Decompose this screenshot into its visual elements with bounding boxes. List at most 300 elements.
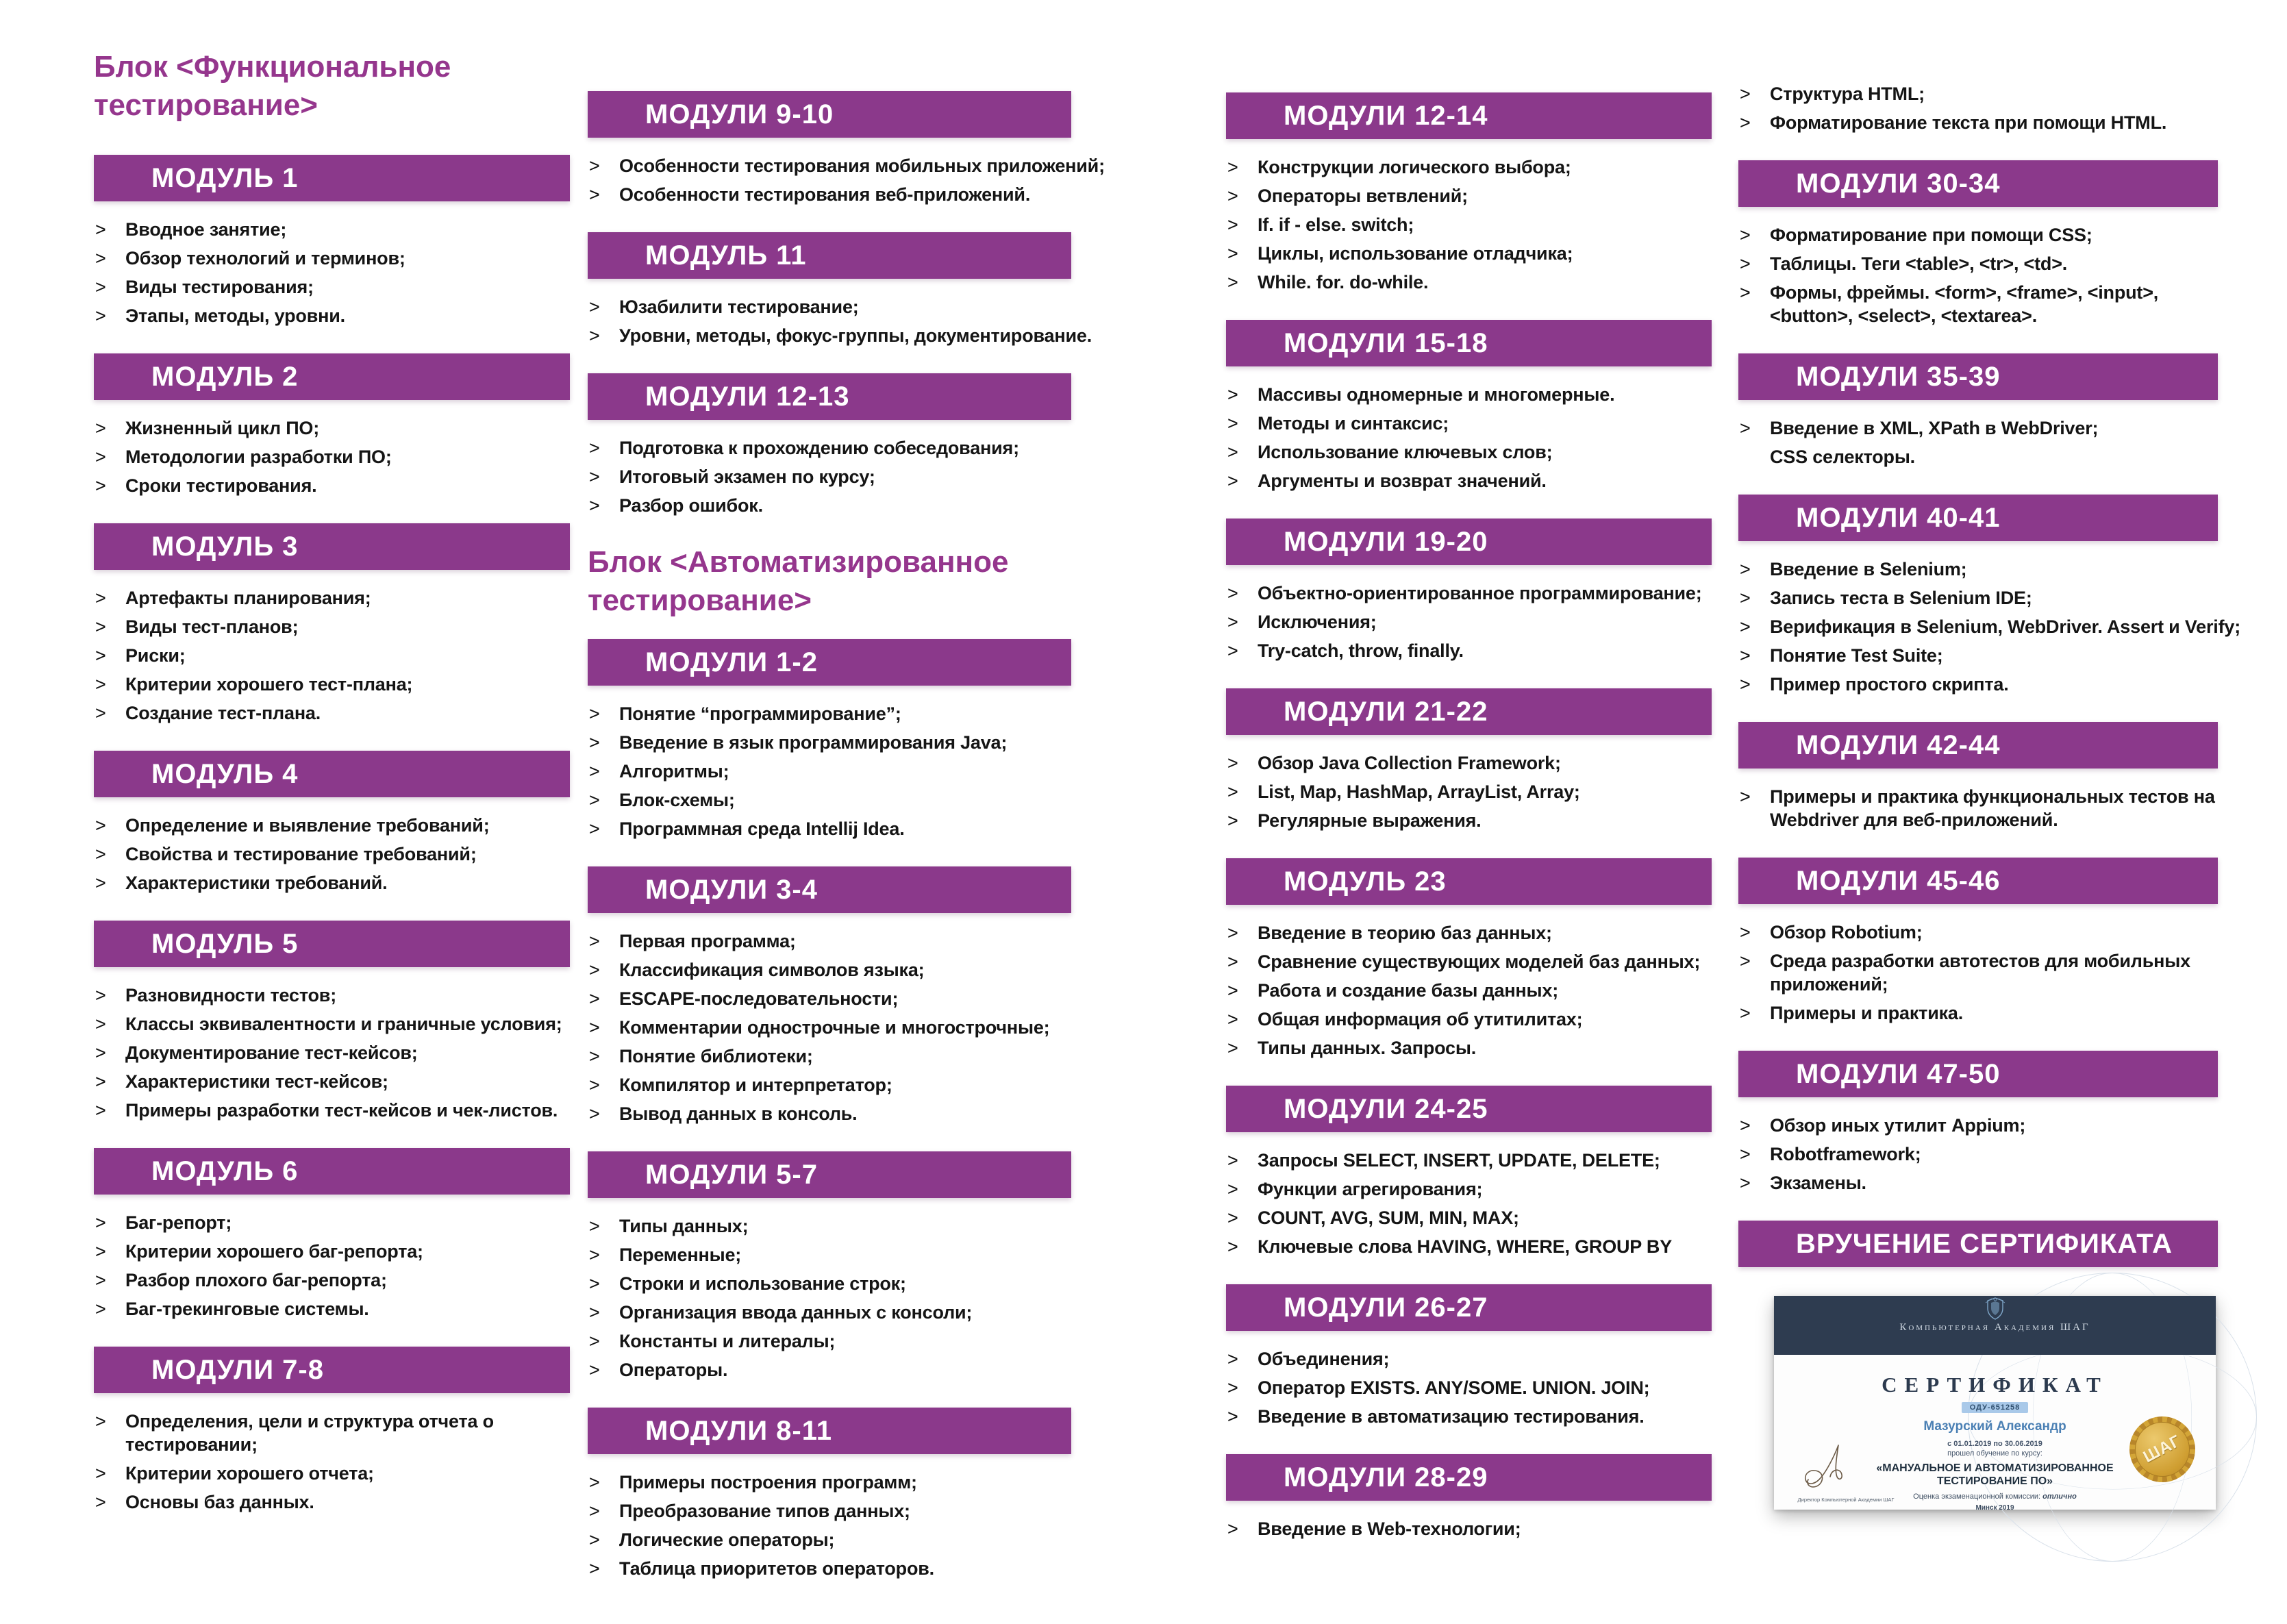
module-header-label: МОДУЛИ 35-39 xyxy=(1796,361,2001,392)
chevron-bullet-icon: > xyxy=(1227,951,1238,972)
module-section xyxy=(94,1148,570,1326)
module-item xyxy=(588,987,1071,1016)
module-item xyxy=(588,183,1071,212)
module-item-text: Уровни, методы, фокус-группы, документирование. xyxy=(619,325,1092,346)
module-header-label: МОДУЛИ 21-22 xyxy=(1284,696,1488,727)
module-item-list xyxy=(1226,383,1712,498)
module-item-text: Особенности тестирования веб-приложений. xyxy=(619,184,1031,205)
chevron-bullet-icon: > xyxy=(95,1241,106,1262)
module-item xyxy=(1738,111,2218,140)
module-item xyxy=(94,1297,570,1326)
module-header xyxy=(1226,320,1712,366)
module-section xyxy=(94,155,570,333)
module-item-text: Разновидности тестов; xyxy=(125,985,336,1005)
module-item xyxy=(1738,416,2218,445)
module-item-text: Типы данных; xyxy=(619,1216,749,1236)
chevron-bullet-icon: > xyxy=(589,1245,600,1265)
module-item xyxy=(94,275,570,304)
module-section xyxy=(1226,688,1712,838)
module-item-text: Массивы одномерные и многомерные. xyxy=(1258,384,1615,405)
module-item-list xyxy=(1738,223,2218,333)
module-item xyxy=(588,295,1071,324)
certificate-body xyxy=(1774,1355,2216,1510)
module-item xyxy=(1738,615,2241,644)
module-item xyxy=(588,1102,1071,1131)
module-item xyxy=(94,1012,570,1041)
module-item-text: Пример простого скрипта. xyxy=(1770,674,2009,695)
module-item-text: Конструкции логического выбора; xyxy=(1258,157,1571,177)
module-item-text: Примеры построения программ; xyxy=(619,1472,917,1492)
module-header xyxy=(1738,858,2218,904)
module-item xyxy=(1226,271,1712,299)
chevron-bullet-icon: > xyxy=(589,1216,600,1236)
module-header xyxy=(1226,1086,1712,1132)
certificate-course-title: «МАНУАЛЬНОЕ И АВТОМАТИЗИРОВАННОЕ ТЕСТИРОВАНИЕ ПО» xyxy=(1876,1462,2114,1487)
chevron-bullet-icon: > xyxy=(1227,1406,1238,1427)
chevron-bullet-icon: > xyxy=(1227,583,1238,603)
module-header-label: МОДУЛИ 5-7 xyxy=(645,1159,818,1190)
module-item xyxy=(94,1490,570,1519)
module-item-list xyxy=(588,1214,1071,1387)
chevron-bullet-icon: > xyxy=(1227,413,1238,434)
module-item-text: Работа и создание базы данных; xyxy=(1258,980,1558,1001)
chevron-bullet-icon: > xyxy=(1227,923,1238,943)
module-header-label: МОДУЛИ 19-20 xyxy=(1284,526,1488,557)
module-section xyxy=(588,866,1071,1131)
module-item xyxy=(94,1240,570,1269)
chevron-bullet-icon: > xyxy=(1740,559,1751,579)
column-functional-testing-2 xyxy=(588,0,1105,1606)
module-item-text: Создание тест-плана. xyxy=(125,703,321,723)
chevron-bullet-icon: > xyxy=(1227,612,1238,632)
module-header-label: МОДУЛИ 12-14 xyxy=(1284,100,1488,131)
module-item xyxy=(94,218,570,247)
chevron-bullet-icon: > xyxy=(1740,253,1751,274)
module-item-text: Ключевые слова HAVING, WHERE, GROUP BY xyxy=(1258,1236,1673,1257)
module-header xyxy=(1738,722,2218,769)
module-header xyxy=(1226,858,1712,905)
module-item-text: Объединения; xyxy=(1258,1349,1390,1369)
certificate-image xyxy=(1774,1296,2216,1510)
module-header-label: МОДУЛИ 9-10 xyxy=(645,99,834,129)
module-header-label: МОДУЛИ 8-11 xyxy=(645,1415,833,1446)
module-header xyxy=(1226,1454,1712,1501)
certificate-city-year: Минск 2019 xyxy=(1975,1504,2014,1512)
module-item xyxy=(1226,979,1712,1008)
module-item xyxy=(1226,1036,1712,1065)
module-section xyxy=(94,921,570,1127)
chevron-bullet-icon: > xyxy=(589,495,600,516)
module-item xyxy=(94,644,570,673)
chevron-bullet-icon: > xyxy=(95,703,106,723)
module-header xyxy=(588,91,1071,138)
module-item-text: Баг-трекинговые системы. xyxy=(125,1299,369,1319)
module-item xyxy=(1738,586,2218,615)
module-item-list xyxy=(588,154,1105,212)
column-sections xyxy=(588,91,1105,1586)
module-section xyxy=(1738,353,2218,474)
module-section xyxy=(1226,1284,1712,1434)
seal-label: ШАГ xyxy=(2140,1432,2184,1467)
module-item-list xyxy=(94,984,570,1127)
module-item-text: Использование ключевых слов; xyxy=(1258,442,1553,462)
chevron-bullet-icon: > xyxy=(95,1299,106,1319)
chevron-bullet-icon: > xyxy=(1227,442,1238,462)
module-item-text: Документирование тест-кейсов; xyxy=(125,1042,418,1063)
module-item-text: Алгоритмы; xyxy=(619,761,729,782)
module-item-text: Оператор EXISTS. ANY/SOME. UNION. JOIN; xyxy=(1258,1377,1650,1398)
chevron-bullet-icon: > xyxy=(95,645,106,666)
chevron-bullet-icon: > xyxy=(589,960,600,980)
chevron-bullet-icon: > xyxy=(1740,225,1751,245)
chevron-bullet-icon: > xyxy=(589,1103,600,1124)
module-item-text: Сроки тестирования. xyxy=(125,475,317,496)
module-item xyxy=(1738,1171,2218,1200)
module-item xyxy=(1226,155,1712,184)
module-section xyxy=(94,523,570,730)
module-item xyxy=(1738,785,2218,837)
module-header-label: МОДУЛЬ 5 xyxy=(151,928,299,959)
module-item xyxy=(1738,644,2218,673)
module-item xyxy=(94,701,570,730)
module-item xyxy=(94,586,570,615)
module-header-label: МОДУЛИ 7-8 xyxy=(151,1354,324,1385)
module-item-text: Комментарии однострочные и многострочные; xyxy=(619,1017,1050,1038)
module-item xyxy=(588,788,1071,817)
module-item-text: While. for. do-while. xyxy=(1258,272,1429,292)
certificate-academy-name: Компьютерная Академия ШАГ xyxy=(1899,1322,2090,1333)
chevron-bullet-icon: > xyxy=(1227,753,1238,773)
gold-seal-icon xyxy=(2129,1416,2195,1482)
module-item-text: Константы и литералы; xyxy=(619,1331,836,1351)
chevron-bullet-icon: > xyxy=(95,475,106,496)
block-title: Блок <Функциональное тестирование> xyxy=(94,50,451,122)
chevron-bullet-icon: > xyxy=(95,1212,106,1233)
module-item-text: Свойства и тестирование требований; xyxy=(125,844,477,864)
module-item xyxy=(1226,1177,1712,1206)
module-item-text: Методологии разработки ПО; xyxy=(125,447,392,467)
module-item xyxy=(1226,383,1712,412)
module-header-label: МОДУЛЬ 1 xyxy=(151,162,299,193)
module-item-text: Форматирование текста при помощи HTML. xyxy=(1770,112,2167,133)
module-header-label: МОДУЛЬ 4 xyxy=(151,758,299,789)
module-item-text: Переменные; xyxy=(619,1245,742,1265)
module-item xyxy=(588,324,1092,353)
module-item xyxy=(588,436,1071,465)
module-item-list xyxy=(94,1410,570,1519)
module-item-text: Преобразование типов данных; xyxy=(619,1501,910,1521)
chevron-bullet-icon: > xyxy=(589,1302,600,1323)
module-item-text: Характеристики тест-кейсов; xyxy=(125,1071,388,1092)
module-item-list xyxy=(588,929,1071,1131)
module-item-list xyxy=(1226,751,1712,838)
chevron-bullet-icon: > xyxy=(95,1014,106,1034)
chevron-bullet-icon: > xyxy=(589,790,600,810)
module-item xyxy=(94,1070,570,1099)
chevron-bullet-icon: > xyxy=(1740,282,1751,303)
module-header xyxy=(588,1408,1071,1454)
module-item xyxy=(588,1073,1071,1102)
certificate-course-intro: прошел обучение по курсу: xyxy=(1947,1449,2042,1458)
module-header xyxy=(588,1151,1071,1198)
module-item xyxy=(94,673,570,701)
chevron-bullet-icon: > xyxy=(1227,1519,1238,1539)
module-item xyxy=(1738,673,2218,701)
module-item-list xyxy=(94,416,570,503)
module-item-list xyxy=(1738,1114,2218,1200)
module-section xyxy=(1226,1086,1712,1264)
module-item-list xyxy=(1738,416,2218,474)
module-item xyxy=(1226,1517,1712,1546)
chevron-bullet-icon: > xyxy=(95,305,106,326)
module-item xyxy=(1226,1376,1712,1405)
module-section xyxy=(1226,519,1712,668)
module-item-text: Robotframework; xyxy=(1770,1144,1921,1164)
chevron-bullet-icon: > xyxy=(95,447,106,467)
chevron-bullet-icon: > xyxy=(589,1331,600,1351)
module-item xyxy=(588,1471,1071,1499)
chevron-bullet-icon: > xyxy=(1227,1377,1238,1398)
chevron-bullet-icon: > xyxy=(1740,616,1751,637)
chevron-bullet-icon: > xyxy=(95,1100,106,1121)
module-header xyxy=(1226,1284,1712,1331)
module-section xyxy=(1738,858,2218,1030)
module-item xyxy=(1226,1235,1712,1264)
module-header xyxy=(588,232,1071,279)
module-item xyxy=(1226,610,1712,639)
chevron-bullet-icon: > xyxy=(95,815,106,836)
chevron-bullet-icon: > xyxy=(589,184,600,205)
module-section xyxy=(1226,1454,1712,1546)
module-item-list xyxy=(1738,921,2218,1030)
module-section xyxy=(94,353,570,503)
module-item-text: Регулярные выражения. xyxy=(1258,810,1482,831)
module-header-label: МОДУЛИ 1-2 xyxy=(645,647,818,677)
chevron-bullet-icon: > xyxy=(95,616,106,637)
module-item xyxy=(94,445,570,474)
chevron-bullet-icon: > xyxy=(589,438,600,458)
chevron-bullet-icon: > xyxy=(95,588,106,608)
module-section xyxy=(94,1347,570,1519)
module-header xyxy=(94,751,570,797)
module-item-text: Первая программа; xyxy=(619,931,796,951)
academy-crest-icon xyxy=(1984,1296,2007,1321)
module-item-text: Обзор Java Collection Framework; xyxy=(1258,753,1561,773)
module-section xyxy=(94,751,570,900)
module-section xyxy=(1738,495,2241,701)
module-header-label: ВРУЧЕНИЕ СЕРТИФИКАТА xyxy=(1796,1228,2173,1259)
module-header xyxy=(1738,495,2218,541)
module-item-text: Особенности тестирования мобильных приложений; xyxy=(619,155,1105,176)
module-section xyxy=(1738,82,2218,140)
module-item xyxy=(588,154,1105,183)
certificate-header-band xyxy=(1774,1296,2216,1355)
module-item-text: Запросы SELECT, INSERT, UPDATE, DELETE; xyxy=(1258,1150,1660,1171)
module-item xyxy=(1226,469,1712,498)
module-header xyxy=(1738,353,2218,400)
module-item-list xyxy=(94,586,570,730)
module-header xyxy=(94,921,570,967)
module-item xyxy=(1738,558,2218,586)
column-automated-testing-2 xyxy=(1738,0,2241,1512)
module-item xyxy=(1738,949,2218,1001)
module-item-text: Строки и использование строк; xyxy=(619,1273,906,1294)
column-automated-testing xyxy=(1226,0,1712,1566)
module-item xyxy=(1226,1206,1712,1235)
certificate-grade-label: Оценка экзаменационной комиссии: xyxy=(1913,1492,2041,1501)
chevron-bullet-icon: > xyxy=(95,418,106,438)
chevron-bullet-icon: > xyxy=(1227,157,1238,177)
chevron-bullet-icon: > xyxy=(589,1501,600,1521)
chevron-bullet-icon: > xyxy=(1740,588,1751,608)
module-item xyxy=(1226,639,1712,668)
module-header xyxy=(1226,92,1712,139)
chevron-bullet-icon: > xyxy=(1740,645,1751,666)
certificate-period: с 01.01.2019 по 30.06.2019 xyxy=(1947,1440,2042,1448)
module-header-label: МОДУЛЬ 11 xyxy=(645,240,807,271)
chevron-bullet-icon: > xyxy=(1740,84,1751,104)
module-item-text: List, Map, HashMap, ArrayList, Array; xyxy=(1258,782,1580,802)
module-item-text: Структура HTML; xyxy=(1770,84,1925,104)
module-item xyxy=(588,1016,1071,1045)
chevron-bullet-icon: > xyxy=(589,1558,600,1579)
module-item-text: Обзор иных утилит Appium; xyxy=(1770,1115,2026,1136)
module-header-label: МОДУЛЬ 6 xyxy=(151,1155,299,1186)
module-header-label: МОДУЛИ 12-13 xyxy=(645,381,850,412)
module-item xyxy=(1738,445,2218,474)
module-item xyxy=(1738,1114,2218,1142)
module-item-list xyxy=(1738,785,2218,837)
module-item-text: Виды тест-планов; xyxy=(125,616,299,637)
director-signature xyxy=(1799,1442,1874,1492)
chevron-bullet-icon: > xyxy=(1227,384,1238,405)
module-item-text: Экзамены. xyxy=(1770,1173,1866,1193)
chevron-bullet-icon: > xyxy=(589,1075,600,1095)
chevron-bullet-icon: > xyxy=(589,325,600,346)
module-item-text: Этапы, методы, уровни. xyxy=(125,305,345,326)
module-section xyxy=(1226,92,1712,299)
block-title: Блок <Автоматизированное тестирование> xyxy=(588,545,1009,617)
module-item-text: Операторы ветвлений; xyxy=(1258,186,1468,206)
module-item xyxy=(94,1269,570,1297)
module-item xyxy=(1738,252,2218,281)
chevron-bullet-icon: > xyxy=(1227,640,1238,661)
chevron-bullet-icon: > xyxy=(589,1273,600,1294)
module-item-list xyxy=(1226,155,1712,299)
module-item xyxy=(588,1272,1071,1301)
module-item xyxy=(1226,440,1712,469)
certificate-holder-name: Мазурский Александр xyxy=(1923,1419,2066,1434)
module-item xyxy=(588,465,1071,494)
chevron-bullet-icon: > xyxy=(1227,810,1238,831)
module-header-label: МОДУЛИ 3-4 xyxy=(645,874,818,905)
chevron-bullet-icon: > xyxy=(1740,1144,1751,1164)
module-item xyxy=(1226,780,1712,809)
module-item-text: Примеры и практика функциональных тестов на Webdriver для веб-приложений. xyxy=(1770,786,2215,830)
module-header-label: МОДУЛИ 15-18 xyxy=(1284,327,1488,358)
chevron-bullet-icon: > xyxy=(95,873,106,893)
module-item-text: Итоговый экзамен по курсу; xyxy=(619,466,875,487)
module-item-text: Баг-репорт; xyxy=(125,1212,232,1233)
module-item-list xyxy=(1226,1149,1712,1264)
module-item xyxy=(94,1099,570,1127)
module-item xyxy=(94,814,570,842)
module-item-text: Понятие Test Suite; xyxy=(1770,645,1943,666)
chevron-bullet-icon: > xyxy=(1227,1208,1238,1228)
module-item xyxy=(588,1329,1071,1358)
module-item xyxy=(1226,950,1712,979)
module-item xyxy=(1226,242,1712,271)
module-header xyxy=(1738,160,2218,207)
module-item xyxy=(588,1045,1071,1073)
module-header-label: МОДУЛЬ 3 xyxy=(151,531,299,562)
certificate-director-caption: Директор Компьютерной Академии ШАГ xyxy=(1797,1497,1895,1503)
module-item-text: Методы и синтаксис; xyxy=(1258,413,1449,434)
module-item xyxy=(1226,412,1712,440)
module-item-list xyxy=(588,702,1071,846)
chevron-bullet-icon: > xyxy=(1227,1349,1238,1369)
chevron-bullet-icon: > xyxy=(1740,1115,1751,1136)
chevron-bullet-icon: > xyxy=(589,1017,600,1038)
module-item-text: Вывод данных в консоль. xyxy=(619,1103,858,1124)
module-item-text: Критерии хорошего тест-плана; xyxy=(125,674,413,695)
chevron-bullet-icon: > xyxy=(1740,1173,1751,1193)
module-item-list xyxy=(588,436,1071,523)
module-item xyxy=(1226,1347,1712,1376)
module-header-label: МОДУЛИ 30-34 xyxy=(1796,168,2001,199)
module-item-text: Определения, цели и структура отчета о тестировании; xyxy=(125,1411,494,1455)
module-item-text: Характеристики требований. xyxy=(125,873,388,893)
module-item-text: Введение в язык программирования Java; xyxy=(619,732,1008,753)
module-item xyxy=(588,494,1071,523)
module-item xyxy=(94,842,570,871)
chevron-bullet-icon: > xyxy=(1740,951,1751,971)
module-item-text: Организация ввода данных с консоли; xyxy=(619,1302,973,1323)
module-header xyxy=(588,639,1071,686)
module-item-text: Сравнение существующих моделей баз данных; xyxy=(1258,951,1701,972)
module-section xyxy=(1738,722,2218,837)
module-item-text: Введение в Web-технологии; xyxy=(1258,1519,1521,1539)
module-item xyxy=(588,702,1071,731)
module-item xyxy=(1738,921,2218,949)
module-item-text: Артефакты планирования; xyxy=(125,588,371,608)
module-item xyxy=(94,615,570,644)
chevron-bullet-icon: > xyxy=(589,466,600,487)
module-item xyxy=(1226,184,1712,213)
module-header xyxy=(588,866,1071,913)
module-item xyxy=(1738,1001,2218,1030)
module-item-text: Критерии хорошего баг-репорта; xyxy=(125,1241,423,1262)
module-item xyxy=(1226,809,1712,838)
module-item-text: Формы, фреймы. <form>, <frame>, <input>, <button>, <select>, <textarea>. xyxy=(1770,282,2159,326)
module-section xyxy=(588,1151,1071,1387)
module-header xyxy=(588,373,1071,420)
module-section xyxy=(588,91,1105,212)
module-item xyxy=(1226,213,1712,242)
module-section xyxy=(588,373,1071,523)
module-item xyxy=(94,247,570,275)
module-item-text: Разбор ошибок. xyxy=(619,495,763,516)
chevron-bullet-icon: > xyxy=(589,1360,600,1380)
module-header-label: МОДУЛИ 40-41 xyxy=(1796,502,2001,533)
chevron-bullet-icon: > xyxy=(589,761,600,782)
module-item-text: Классы эквивалентности и граничные условия; xyxy=(125,1014,562,1034)
chevron-bullet-icon: > xyxy=(589,155,600,176)
module-header xyxy=(94,353,570,400)
module-item xyxy=(588,1557,1071,1586)
module-header xyxy=(1738,1221,2218,1267)
module-item-text: Основы баз данных. xyxy=(125,1492,314,1512)
